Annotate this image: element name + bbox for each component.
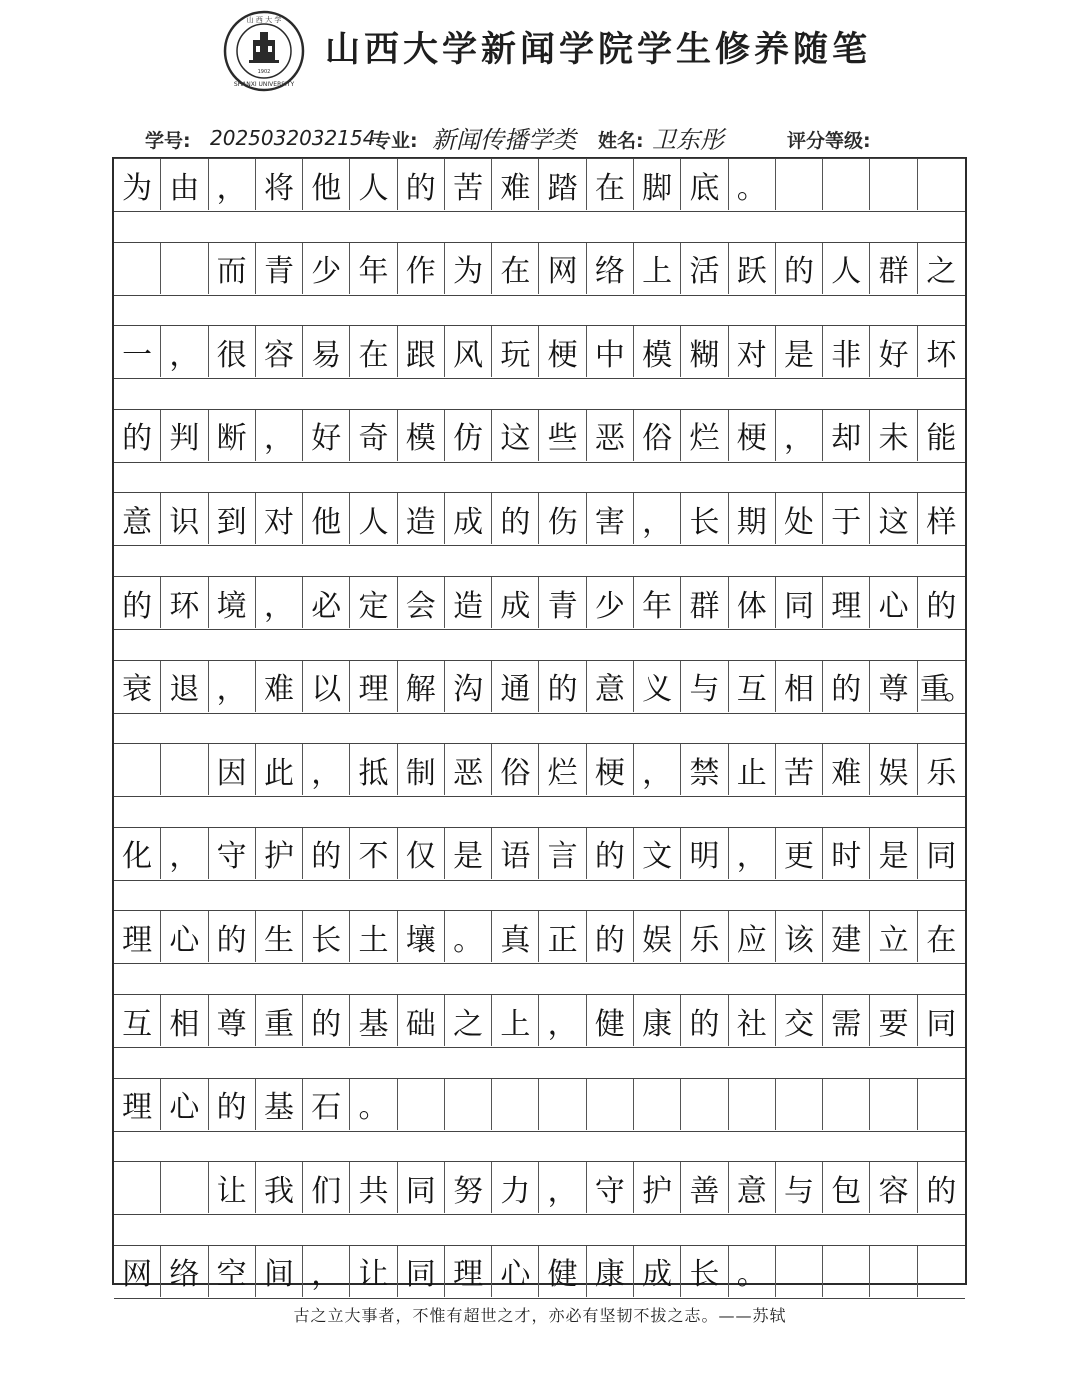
grid-cell	[540, 1079, 587, 1130]
grid-cell: 义	[634, 661, 681, 712]
grid-cell: ，	[634, 744, 681, 795]
grid-cell: 。	[350, 1079, 397, 1130]
grid-cell: 相	[776, 661, 823, 712]
grid-cell: 人	[350, 493, 397, 544]
grid-cell: 制	[398, 744, 445, 795]
grid-cell: 断	[209, 410, 256, 461]
page-header	[0, 0, 1080, 110]
grid-row	[114, 576, 965, 630]
grid-cell: 俗	[492, 744, 539, 795]
grid-cell: 意	[729, 1162, 776, 1213]
grid-cell: 共	[350, 1162, 397, 1213]
grid-cell: 识	[161, 493, 208, 544]
grid-cell: 同	[776, 577, 823, 628]
grid-cell: 由	[161, 159, 208, 210]
grid-cell: 正	[540, 911, 587, 962]
grid-cell: 在	[350, 326, 397, 377]
grid-cell: 空	[209, 1246, 256, 1297]
grade-label: 评分等级:	[787, 130, 871, 152]
grid-cell: 善	[681, 1162, 728, 1213]
grid-cell: 对	[256, 493, 303, 544]
name-label: 姓名:	[598, 130, 644, 152]
grid-cell: 是	[445, 828, 492, 879]
grid-cell: 文	[634, 828, 681, 879]
grid-cell: 基	[350, 995, 397, 1046]
grid-row	[114, 1078, 965, 1132]
grid-cell: 的	[926, 588, 957, 624]
grid-cell: 心	[870, 577, 917, 628]
grid-cell: 些	[540, 410, 587, 461]
grid-cell: 的	[823, 661, 870, 712]
grid-cell: 模	[398, 410, 445, 461]
grid-cell: 同	[398, 1162, 445, 1213]
grid-cell	[161, 1162, 208, 1213]
grid-cell: 于	[823, 493, 870, 544]
grid-row	[114, 910, 965, 964]
grid-cell: 苦	[776, 744, 823, 795]
grid-cell: 仿	[445, 410, 492, 461]
grid-cell	[776, 1246, 823, 1297]
grid-cell: 活	[681, 243, 728, 294]
grid-cell: 础	[398, 995, 445, 1046]
grid-row	[114, 827, 965, 881]
grid-cell: 难	[256, 661, 303, 712]
grid-cell: 间	[256, 1246, 303, 1297]
grid-cell: 心	[161, 1079, 208, 1130]
grid-cell: 的	[398, 159, 445, 210]
grid-cell	[492, 1079, 539, 1130]
grid-cell: 护	[634, 1162, 681, 1213]
grid-cell: 沟	[445, 661, 492, 712]
grid-cell: 社	[729, 995, 776, 1046]
grid-cell: 护	[256, 828, 303, 879]
grid-cell: 长	[681, 493, 728, 544]
grid-cell: 是	[776, 326, 823, 377]
grid-cell: 尊	[209, 995, 256, 1046]
grid-cell	[161, 243, 208, 294]
grid-cell: 娱	[634, 911, 681, 962]
grid-cell: 络	[161, 1246, 208, 1297]
grid-cell: 对	[729, 326, 776, 377]
grid-cell: ，	[634, 493, 681, 544]
grid-cell: 定	[350, 577, 397, 628]
grid-cell: 坏	[926, 337, 957, 373]
grid-cell	[398, 1079, 445, 1130]
grid-cell: 容	[256, 326, 303, 377]
grid-cell	[776, 1079, 823, 1130]
grid-cell: 们	[303, 1162, 350, 1213]
grid-cell: ，	[776, 410, 823, 461]
grid-cell: 恶	[587, 410, 634, 461]
student-info-bar	[0, 118, 1080, 154]
grid-cell	[870, 1246, 917, 1297]
grid-cell: 娱	[870, 744, 917, 795]
grid-cell	[823, 1246, 870, 1297]
svg-text:山 西 大 学: 山 西 大 学	[246, 16, 282, 24]
grid-cell: 更	[776, 828, 823, 879]
grid-cell: 语	[492, 828, 539, 879]
grid-cell: 的	[114, 410, 161, 461]
grid-cell: 衰	[114, 661, 161, 712]
grid-cell: 理	[445, 1246, 492, 1297]
grid-cell	[776, 159, 823, 210]
grid-row	[114, 743, 965, 797]
grid-cell: 守	[587, 1162, 634, 1213]
grid-cell: 糊	[681, 326, 728, 377]
grid-cell: 是	[870, 828, 917, 879]
grid-cell: 让	[350, 1246, 397, 1297]
grid-row	[114, 492, 965, 546]
grid-cell: 同	[926, 1006, 957, 1042]
grid-cell: 的	[303, 828, 350, 879]
grid-cell: 基	[256, 1079, 303, 1130]
manuscript-grid	[112, 157, 968, 1293]
grid-cell: 年	[634, 577, 681, 628]
grid-cell: ，	[209, 159, 256, 210]
grid-cell	[918, 159, 965, 210]
grid-row	[114, 242, 965, 296]
grid-cell: 却	[823, 410, 870, 461]
grid-cell: 化	[114, 828, 161, 879]
grid-cell: 相	[161, 995, 208, 1046]
grid-cell: 俗	[634, 410, 681, 461]
grid-cell: 言	[540, 828, 587, 879]
grid-cell: ，	[303, 744, 350, 795]
grid-cell: 以	[303, 661, 350, 712]
grid-cell: 意	[114, 493, 161, 544]
grid-cell: 的	[587, 828, 634, 879]
grid-cell: 害	[587, 493, 634, 544]
grid-cell: 努	[445, 1162, 492, 1213]
grid-cell	[114, 1162, 161, 1213]
major-value: 新闻传播学类	[432, 126, 576, 154]
grid-cell: 石	[303, 1079, 350, 1130]
grid-cell: 心	[492, 1246, 539, 1297]
grid-cell: 该	[776, 911, 823, 962]
grid-row	[114, 409, 965, 463]
grid-cell: 理	[350, 661, 397, 712]
grid-cell: 的	[303, 995, 350, 1046]
grid-cell: 难	[492, 159, 539, 210]
grid-cell: 上	[634, 243, 681, 294]
grid-cell: 一	[114, 326, 161, 377]
grid-cell: 容	[870, 1162, 917, 1213]
grid-cell: ，	[161, 828, 208, 879]
grid-cell: ，	[303, 1246, 350, 1297]
grid-cell	[870, 1079, 917, 1130]
grid-cell: 少	[587, 577, 634, 628]
grid-cell: 跟	[398, 326, 445, 377]
grid-cell: 需	[823, 995, 870, 1046]
grid-cell: 玩	[492, 326, 539, 377]
grid-cell: 脚	[634, 159, 681, 210]
grid-cell: ，	[256, 410, 303, 461]
grid-cell: 应	[729, 911, 776, 962]
grid-cell: 的	[776, 243, 823, 294]
grid-cell: 要	[870, 995, 917, 1046]
grid-cell: 同	[926, 839, 957, 875]
grid-cell: 上	[492, 995, 539, 1046]
grid-cell: 让	[209, 1162, 256, 1213]
grid-cell: 群	[681, 577, 728, 628]
grid-cell: 的	[209, 911, 256, 962]
grid-cell: 之	[445, 995, 492, 1046]
grid-cell: 为	[114, 159, 161, 210]
grid-cell: 的	[587, 911, 634, 962]
grid-cell	[445, 1079, 492, 1130]
grid-cell	[729, 1079, 776, 1130]
grid-cell: 壤	[398, 911, 445, 962]
grid-cell: 土	[350, 911, 397, 962]
grid-cell: 长	[303, 911, 350, 962]
svg-text:1902: 1902	[257, 69, 271, 75]
grid-row	[114, 660, 968, 714]
grid-cell: 的	[114, 577, 161, 628]
grid-cell: 的	[209, 1079, 256, 1130]
grid-cell	[114, 744, 161, 795]
student-id-value: 2025032032154	[210, 126, 376, 150]
grid-cell: 年	[350, 243, 397, 294]
grid-cell: 在	[587, 159, 634, 210]
grid-cell: 处	[776, 493, 823, 544]
grid-cell: 的	[926, 1173, 957, 1209]
grid-cell: 长	[681, 1246, 728, 1297]
grid-cell: 。	[729, 1246, 776, 1297]
grid-cell: 心	[161, 911, 208, 962]
grid-cell: 重。	[919, 672, 968, 708]
grid-cell: 造	[398, 493, 445, 544]
grid-cell: 梗	[587, 744, 634, 795]
grid-cell: 境	[209, 577, 256, 628]
grid-cell: 必	[303, 577, 350, 628]
grid-cell: 互	[114, 995, 161, 1046]
grid-cell: 网	[540, 243, 587, 294]
grid-cell	[823, 159, 870, 210]
grid-cell: 为	[445, 243, 492, 294]
grid-cell: 的	[540, 661, 587, 712]
student-id-label: 学号:	[145, 130, 191, 152]
grid-row	[114, 994, 965, 1048]
grid-cell: 守	[209, 828, 256, 879]
grid-cell: 作	[398, 243, 445, 294]
grid-cell: 造	[445, 577, 492, 628]
grid-cell: 将	[256, 159, 303, 210]
grid-cell: 乐	[926, 755, 957, 791]
grid-cell: 互	[729, 661, 776, 712]
grid-cell: 他	[303, 493, 350, 544]
grid-cell: 这	[492, 410, 539, 461]
grid-cell: 通	[492, 661, 539, 712]
grid-cell: 明	[681, 828, 728, 879]
grid-cell: 好	[870, 326, 917, 377]
grid-cell: 不	[350, 828, 397, 879]
grid-cell: 同	[398, 1246, 445, 1297]
grid-cell: 成	[445, 493, 492, 544]
grid-cell: 此	[256, 744, 303, 795]
grid-cell: 青	[256, 243, 303, 294]
grid-cell: 的	[492, 493, 539, 544]
grid-cell: 群	[870, 243, 917, 294]
grid-row	[114, 1161, 965, 1215]
grid-cell: 到	[209, 493, 256, 544]
grid-row	[114, 1245, 965, 1299]
grid-cell: 与	[681, 661, 728, 712]
grid-cell: 真	[492, 911, 539, 962]
grid-cell: 底	[681, 159, 728, 210]
grid-cell: 期	[729, 493, 776, 544]
grid-cell: 未	[870, 410, 917, 461]
grid-cell: 人	[823, 243, 870, 294]
grid-cell: 退	[161, 661, 208, 712]
grid-cell: 络	[587, 243, 634, 294]
grid-cell: 力	[492, 1162, 539, 1213]
footer-quote: 古之立大事者，不惟有超世之才，亦必有坚韧不拔之志。——苏轼	[293, 1306, 787, 1325]
grid-cell: 梗	[540, 326, 587, 377]
grid-cell: ，	[729, 828, 776, 879]
grid-cell: 环	[161, 577, 208, 628]
grid-cell: 风	[445, 326, 492, 377]
grid-cell: 。	[445, 911, 492, 962]
grid-cell: ，	[540, 1162, 587, 1213]
grid-cell: 重	[256, 995, 303, 1046]
grid-cell	[870, 159, 917, 210]
grid-cell: 时	[823, 828, 870, 879]
grid-cell: 模	[634, 326, 681, 377]
grid-cell: 之	[926, 254, 957, 290]
grid-cell: 交	[776, 995, 823, 1046]
grid-cell: 理	[114, 911, 161, 962]
grid-cell: 康	[634, 995, 681, 1046]
grid-cell: 能	[926, 421, 957, 457]
grid-cell: 很	[209, 326, 256, 377]
grid-cell: 康	[587, 1246, 634, 1297]
grid-cell: 恶	[445, 744, 492, 795]
grid-cell: 伤	[540, 493, 587, 544]
grid-cell: 非	[823, 326, 870, 377]
grid-cell: 生	[256, 911, 303, 962]
grid-cell	[634, 1079, 681, 1130]
grid-cell: 因	[209, 744, 256, 795]
grid-cell: 与	[776, 1162, 823, 1213]
grid-cell: 苦	[445, 159, 492, 210]
grid-cell: 健	[587, 995, 634, 1046]
grid-cell: 尊	[870, 661, 917, 712]
grid-cell: 解	[398, 661, 445, 712]
grid-cell	[681, 1079, 728, 1130]
grid-cell	[918, 1079, 965, 1130]
grid-cell: 禁	[681, 744, 728, 795]
grid-cell: 理	[823, 577, 870, 628]
grid-cell: 判	[161, 410, 208, 461]
grid-cell: 少	[303, 243, 350, 294]
grid-cell: 青	[540, 577, 587, 628]
grid-cell: 仅	[398, 828, 445, 879]
grid-cell	[918, 1246, 965, 1297]
grid-cell: 乐	[681, 911, 728, 962]
grid-cell: 跃	[729, 243, 776, 294]
grid-cell: 在	[492, 243, 539, 294]
grid-cell: 的	[681, 995, 728, 1046]
grid-cell: 立	[870, 911, 917, 962]
grid-cell: 梗	[729, 410, 776, 461]
grid-cell: 网	[114, 1246, 161, 1297]
major-label: 专业:	[372, 130, 418, 152]
grid-cell: 止	[729, 744, 776, 795]
grid-cell: 。	[729, 159, 776, 210]
university-seal-icon	[223, 10, 305, 92]
grid-cell: 意	[587, 661, 634, 712]
grid-cell: 抵	[350, 744, 397, 795]
grid-cell: ，	[256, 577, 303, 628]
grid-cell	[587, 1079, 634, 1130]
grid-cell	[823, 1079, 870, 1130]
grid-cell: 中	[587, 326, 634, 377]
grid-cell: 包	[823, 1162, 870, 1213]
name-value: 卫东彤	[652, 126, 724, 154]
grid-cell: 样	[926, 504, 957, 540]
grid-cell: 成	[492, 577, 539, 628]
grid-cell: 理	[114, 1079, 161, 1130]
svg-text:SHANXI UNIVERSITY: SHANXI UNIVERSITY	[233, 81, 295, 88]
grid-row	[114, 158, 965, 212]
grid-cell: 建	[823, 911, 870, 962]
grid-row	[114, 325, 965, 379]
grid-cell: 而	[209, 243, 256, 294]
grid-cell: 难	[823, 744, 870, 795]
grid-cell	[161, 744, 208, 795]
grid-cell: 体	[729, 577, 776, 628]
grid-cell: ，	[209, 661, 256, 712]
grid-cell: 健	[540, 1246, 587, 1297]
grid-cell: 易	[303, 326, 350, 377]
grid-cell: 在	[926, 922, 957, 958]
grid-cell: 踏	[540, 159, 587, 210]
grid-cell: 好	[303, 410, 350, 461]
grid-cell: 我	[256, 1162, 303, 1213]
grid-cell: 这	[870, 493, 917, 544]
grid-cell: 成	[634, 1246, 681, 1297]
grid-cell: 他	[303, 159, 350, 210]
grid-cell: 烂	[540, 744, 587, 795]
grid-cell: 烂	[681, 410, 728, 461]
page-title: 山西大学新闻学院学生修养随笔	[325, 29, 872, 70]
grid-cell: ，	[540, 995, 587, 1046]
grid-cell: 奇	[350, 410, 397, 461]
grid-cell: 人	[350, 159, 397, 210]
grid-cell: ，	[161, 326, 208, 377]
grid-cell	[114, 243, 161, 294]
grid-cell: 会	[398, 577, 445, 628]
